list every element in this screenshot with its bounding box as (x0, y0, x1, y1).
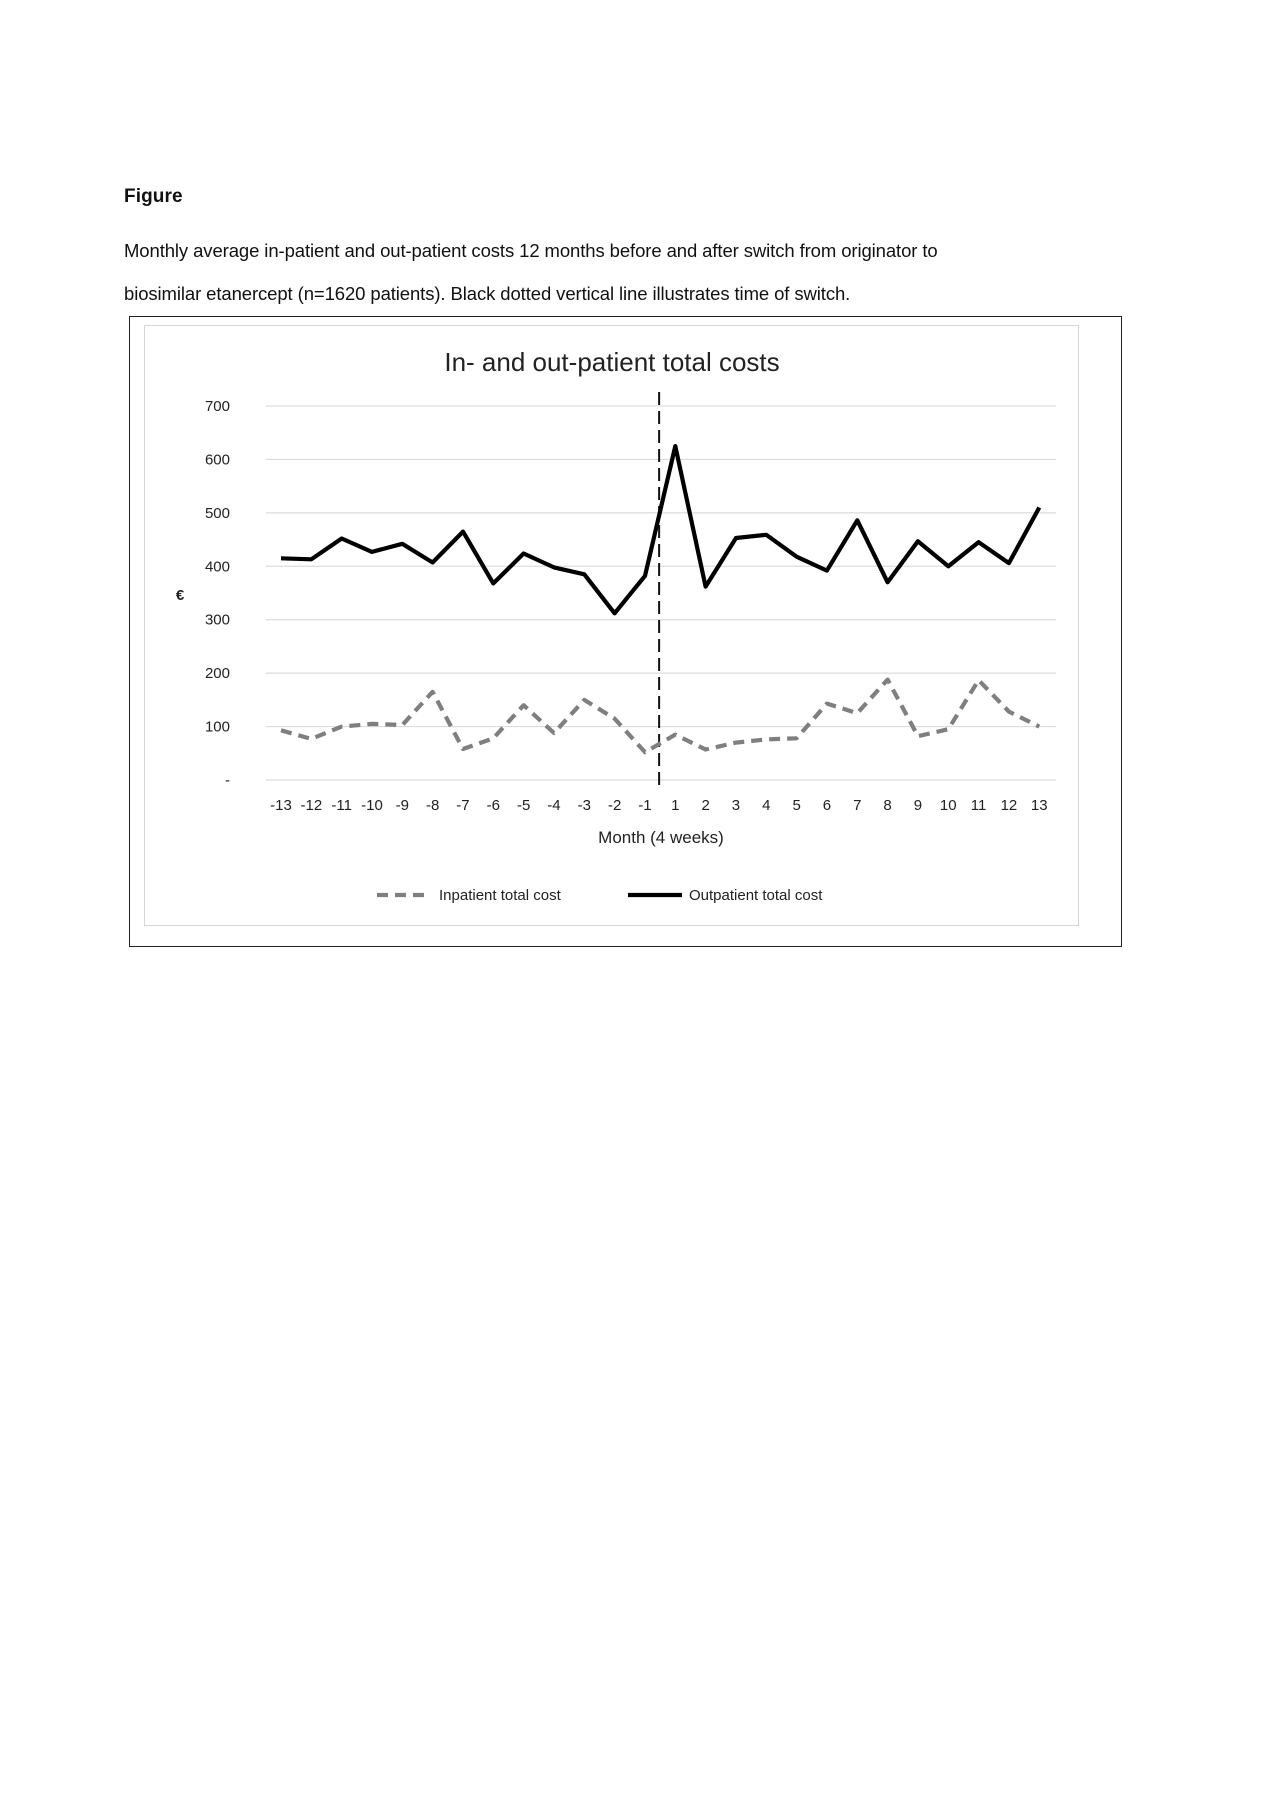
x-tick-label: 6 (822, 797, 832, 814)
gridlines (266, 406, 1056, 780)
y-axis-label: € (175, 587, 185, 604)
x-tick-label: 4 (762, 797, 771, 814)
figure-heading: Figure (124, 186, 183, 207)
x-tick-label: -6 (486, 797, 500, 814)
x-tick-label: 8 (883, 797, 892, 814)
caption-line-2: biosimilar etanercept (n=1620 patients). Black dotted vertical line illustrates time of switch. (124, 283, 851, 304)
legend-label-1: Outpatient total cost (689, 887, 823, 904)
x-tick-label: -9 (395, 797, 409, 814)
legend (377, 887, 823, 904)
x-tick-label: 7 (853, 797, 862, 814)
x-tick-label: -13 (270, 797, 292, 814)
x-tick-label: -11 (331, 797, 352, 814)
x-tick-label: -10 (361, 797, 383, 814)
x-tick-label: 5 (792, 797, 801, 814)
legend-label-0: Inpatient total cost (439, 887, 561, 904)
x-tick-label: -1 (638, 797, 652, 814)
caption-line-1: Monthly average in-patient and out-patient costs 12 months before and after switch from originator to (124, 240, 938, 261)
x-tick-label: -8 (425, 797, 440, 814)
x-tick-label: -3 (577, 797, 591, 814)
y-tick-label: 200 (204, 665, 230, 683)
x-axis-label: Month (4 weeks) (598, 828, 724, 847)
y-tick-label: 700 (204, 398, 230, 415)
x-tick-label: 9 (913, 797, 923, 814)
x-tick-label: -7 (456, 797, 470, 814)
x-tick-label: -2 (607, 797, 622, 814)
x-tick-label: 12 (1000, 797, 1018, 814)
series-line-1 (281, 446, 1039, 613)
y-tick-label: 300 (204, 611, 230, 629)
y-tick-label: 100 (204, 718, 230, 736)
x-tick-label: 3 (731, 797, 741, 814)
y-tick-label: - (225, 772, 230, 789)
x-tick-labels (270, 797, 1047, 814)
x-tick-label: -4 (547, 797, 561, 814)
x-tick-label: 11 (970, 797, 987, 814)
x-tick-label: -12 (300, 797, 323, 814)
x-tick-label: -5 (516, 797, 531, 814)
series-line-0 (281, 680, 1039, 753)
y-tick-label: 600 (204, 451, 230, 469)
y-tick-label: 400 (204, 558, 230, 576)
x-tick-label: 2 (701, 797, 710, 814)
chart-title: In- and out-patient total costs (444, 347, 780, 377)
x-tick-label: 13 (1030, 797, 1048, 814)
x-tick-label: 1 (671, 797, 680, 814)
y-tick-label: 500 (204, 504, 230, 522)
series-lines (281, 446, 1039, 752)
x-tick-label: 10 (939, 797, 957, 814)
y-tick-labels (205, 398, 230, 789)
